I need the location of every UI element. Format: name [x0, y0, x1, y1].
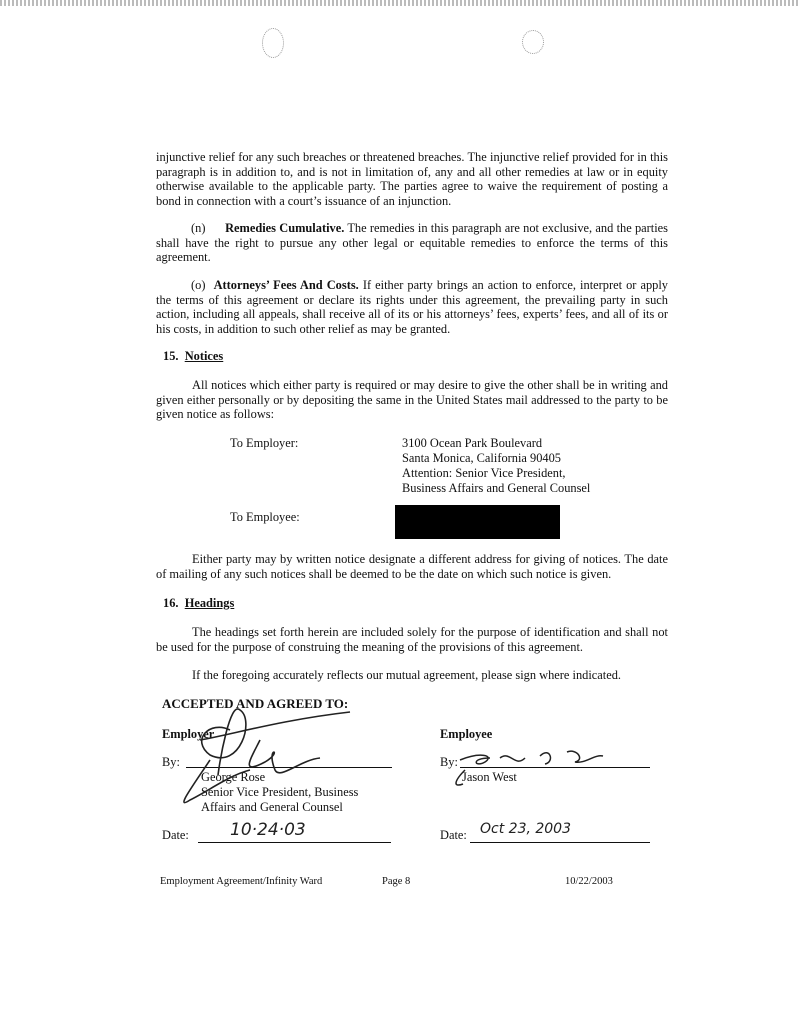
employer-date-line — [198, 842, 391, 843]
employer-signature — [170, 700, 360, 810]
footer-date: 10/22/2003 — [565, 876, 613, 887]
section-title: Notices — [184, 349, 224, 363]
scan-edge — [0, 0, 800, 6]
to-employee-label: To Employee: — [230, 510, 300, 524]
footer-page-number: Page 8 — [382, 876, 411, 887]
paragraph-attorneys-fees — [156, 278, 668, 336]
employer-by-label: By: — [162, 755, 180, 769]
employer-address-line: Santa Monica, California 90405 — [402, 451, 561, 465]
employee-signature — [455, 740, 625, 790]
to-employer-label: To Employer: — [230, 436, 299, 450]
headings-paragraph: The headings set forth herein are included solely for the purpose of identification and shall not be used for the purpose of construing the meaning of the provisions of this agreement. — [156, 625, 668, 654]
item-marker: (n) — [191, 221, 206, 235]
punch-hole-mark — [522, 30, 544, 54]
employer-date-handwritten: 10·24·03 — [230, 820, 306, 840]
item-heading: Remedies Cumulative. — [225, 221, 345, 235]
section-number: 15. — [163, 349, 179, 363]
punch-hole-mark — [262, 28, 284, 58]
employee-signer-name: Jason West — [462, 770, 517, 784]
employee-date-handwritten: Oct 23, 2003 — [480, 821, 571, 837]
section-title: Headings — [184, 596, 235, 610]
employer-address-line: 3100 Ocean Park Boulevard — [402, 436, 543, 450]
employer-signer-name: George Rose — [201, 770, 266, 784]
paragraph-remedies-cumulative — [156, 221, 668, 265]
notices-paragraph: All notices which either party is required or may desire to give the other shall be in writing and given either personally or by depositing the same in the United States mail addressed to the party to be given notice as follows: — [156, 378, 668, 422]
employee-by-label: By: — [440, 755, 458, 769]
item-text: If either party brings an action to enforce, interpret or apply the terms of this agreement or declare its rights under this agreement, the prevailing party in such action, including all appeals, shall receive all of its or his attorneys’ fees, experts’ fees, and all of its or his costs, in addition to such other relief as may be granted. — [156, 278, 669, 336]
accepted-heading: ACCEPTED AND AGREED TO: — [162, 696, 349, 711]
employer-signer-title: Affairs and General Counsel — [201, 800, 343, 814]
employee-label: Employee — [440, 727, 493, 741]
employer-address-line: Attention: Senior Vice President, — [402, 466, 566, 480]
paragraph-injunctive: injunctive relief for any such breaches or threatened breaches. The injunctive relief provided for in this paragraph is in addition to, and is not in limitation of, any and all other remedies at law or in equity otherwise available to the applicable party. The parties agree to waive the requirement of posting a bond in connection with a court’s issuance of an injunction. — [156, 150, 668, 208]
section-15-heading — [163, 349, 223, 364]
employer-date-label: Date: — [162, 828, 189, 842]
employer-signer-title: Senior Vice President, Business — [201, 785, 359, 799]
section-16-heading — [163, 596, 234, 611]
employer-address-line: Business Affairs and General Counsel — [402, 481, 591, 495]
employee-date-line — [470, 842, 650, 843]
closing-paragraph: If the foregoing accurately reflects our mutual agreement, please sign where indicated. — [192, 668, 622, 682]
redaction-block — [395, 505, 560, 539]
item-marker: (o) — [191, 278, 206, 292]
employer-label: Employer — [162, 727, 215, 741]
section-number: 16. — [163, 596, 179, 610]
item-heading: Attorneys’ Fees And Costs. — [213, 278, 359, 292]
employee-date-label: Date: — [440, 828, 467, 842]
notice-change-paragraph: Either party may by written notice designate a different address for giving of notices. The date of mailing of any such notices shall be deemed to be the date on which such notice is given. — [156, 552, 668, 581]
footer-document-name: Employment Agreement/Infinity Ward — [160, 876, 323, 887]
item-text: The remedies in this paragraph are not exclusive, and the parties shall have the right to pursue any other legal or equitable remedies to enforce the terms of this agreement. — [156, 221, 668, 265]
